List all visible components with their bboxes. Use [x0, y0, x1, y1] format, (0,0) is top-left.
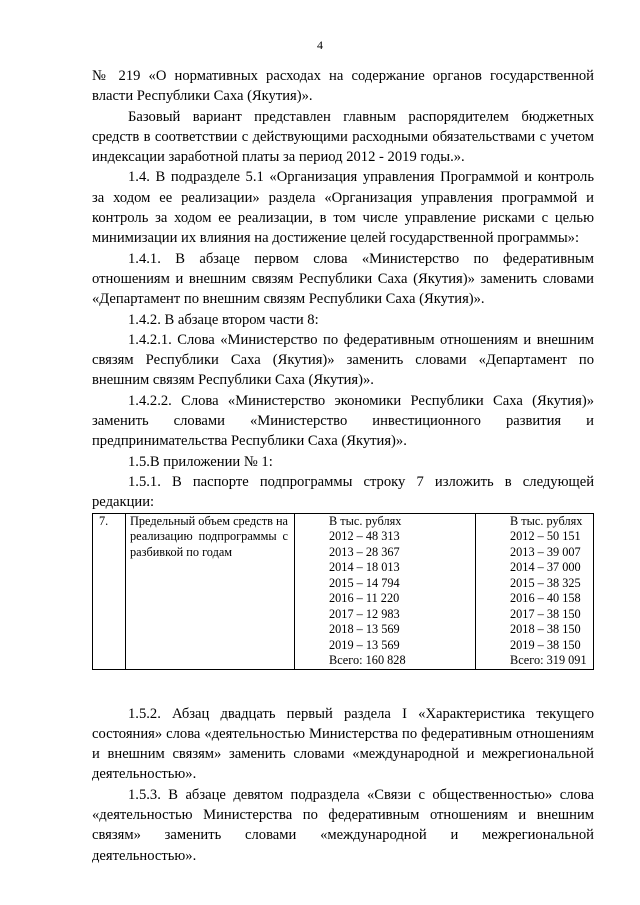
table-row [93, 513, 594, 669]
funding-line: 2019 – 13 569 [329, 637, 400, 652]
funding-line: 2014 – 37 000 [510, 560, 581, 575]
paragraph-cont: № 219 «О нормативных расходах на содержание органов государственной власти Республики Саха (Якутия)». [92, 68, 594, 105]
funding-column-b [476, 513, 594, 669]
passport-table [92, 513, 594, 670]
funding-line: 2016 – 40 158 [510, 591, 581, 606]
paragraphs-bottom [92, 704, 594, 866]
unit-label: В тыс. рублях [510, 513, 583, 528]
paragraph-1-4-1: 1.4.1. В абзаце первом слова «Министерство по федеративным отношениям и внешним связям Республики Саха (Якутия)» заменить словами «Департамент по внешним связям Республики Саха (Якутия)». [92, 250, 594, 308]
paragraph-base: Базовый вариант представлен главным распорядителем бюджетных средств в соответствии с действующими расходными обязательствами с учетом индексации заработной платы за период 2012 - 2019 годы.». [92, 108, 594, 166]
unit-label: В тыс. рублях [329, 513, 402, 528]
paragraph-1-4-2-1: 1.4.2.1. Слова «Министерство по федеративным отношениям и внешним связям Республики Саха (Якутия)» заменить словами «Департамент по внешним связям Республики Саха (Якутия)». [92, 331, 594, 389]
funding-line: 2012 – 48 313 [329, 529, 400, 544]
funding-line: 2018 – 13 569 [329, 622, 400, 637]
funding-line: 2017 – 38 150 [510, 606, 581, 621]
funding-line: 2012 – 50 151 [510, 529, 581, 544]
paragraph-1-5-2: 1.5.2. Абзац двадцать первый раздела I «Характеристика текущего состояния» слова «деятельностью Министерства по федеративным отношениям и внешним связям» заменить словами «международной и межрегиональной деятельностью». [92, 705, 594, 783]
funding-line: 2014 – 18 013 [329, 560, 400, 575]
spacer [92, 670, 594, 704]
funding-line: Всего: 160 828 [329, 653, 406, 668]
paragraph-1-4-2-2: 1.4.2.2. Слова «Министерство экономики Республики Саха (Якутия)» заменить словами «Министерство инвестиционного развития и предпринимательства Республики Саха (Якутия)». [92, 392, 594, 450]
funding-line: 2018 – 38 150 [510, 622, 581, 637]
funding-line: 2017 – 12 983 [329, 606, 400, 621]
row-label-cell: Предельный объем средств на реализацию подпрограммы с разбивкой по годам [126, 513, 295, 669]
funding-column-a [295, 513, 476, 669]
paragraph-1-4: 1.4. В подразделе 5.1 «Организация управления Программой и контроль за ходом ее реализации» раздела «Организация управления программой и контроль за ходом ее реализации, в том числе управление рисками с целью минимизации их влияния на достижение целей государственной программы»: [92, 169, 594, 247]
funding-line: 2013 – 39 007 [510, 544, 581, 559]
funding-line: 2015 – 38 325 [510, 575, 581, 590]
funding-line: Всего: 319 091 [510, 653, 587, 668]
paragraph-1-4-2: 1.4.2. В абзаце втором части 8: [128, 311, 319, 328]
paragraph-1-5-1: 1.5.1. В паспорте подпрограммы строку 7 изложить в следующей редакции: [92, 473, 594, 511]
funding-line: 2013 – 28 367 [329, 544, 400, 559]
funding-line: 2015 – 14 794 [329, 575, 400, 590]
paragraph-1-5-3: 1.5.3. В абзаце девятом подраздела «Связи с общественностью» слова «деятельностью Министерства по федеративным отношениям и внешним связям» заменить словами «международной и межрегиональной деятельностью». [92, 786, 594, 864]
page-number: 4 [317, 38, 323, 52]
row-number-cell: 7. [93, 513, 126, 669]
funding-line: 2016 – 11 220 [329, 591, 400, 606]
document-body [92, 66, 594, 866]
funding-line: 2019 – 38 150 [510, 637, 581, 652]
paragraph-1-5: 1.5.В приложении № 1: [128, 453, 273, 470]
paragraphs-top [92, 66, 594, 513]
